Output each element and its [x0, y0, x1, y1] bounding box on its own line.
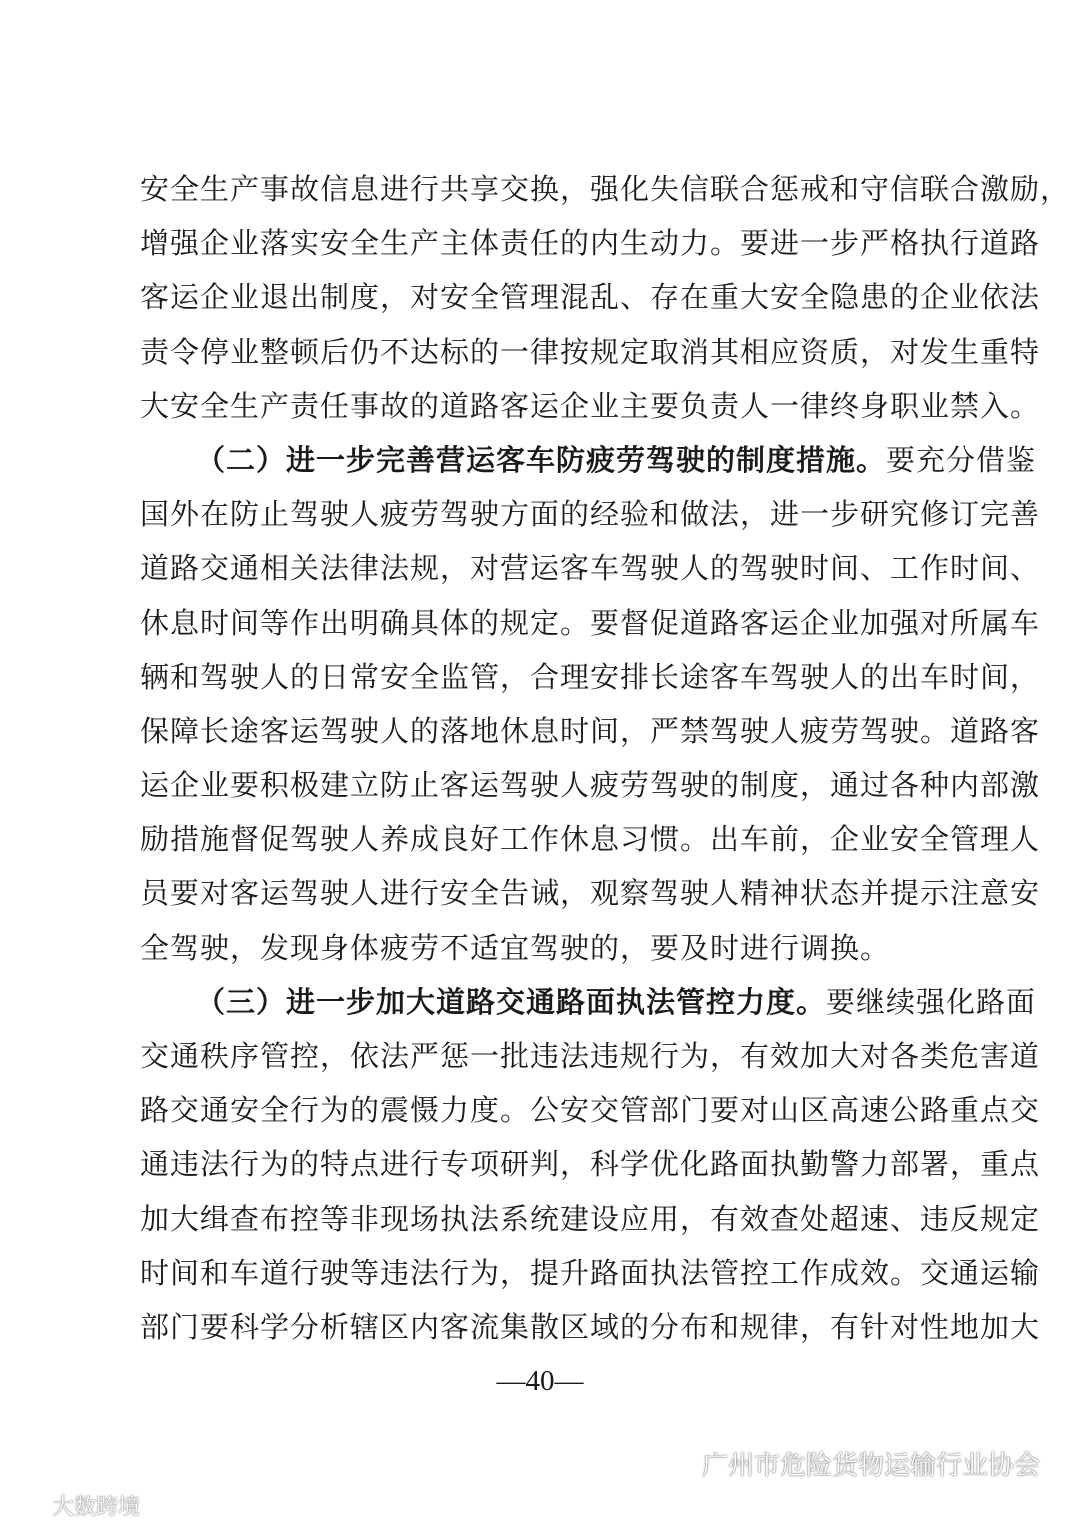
text-line: 辆和驾驶人的日常安全监管，合理安排长途客车驾驶人的出车时间， [140, 659, 1041, 694]
text-line: 安全生产事故信息进行共享交换，强化失信联合惩戒和守信联合激励， [140, 172, 1071, 206]
text-line: 加大缉查布控等非现场执法系统建设应用，有效查处超速、违反规定 [140, 1201, 1041, 1236]
text-line: 部门要科学分析辖区内客流集散区域的分布和规律，有针对性地加大 [140, 1309, 1041, 1344]
watermark-logo-icon [8, 1489, 48, 1521]
watermark [8, 1488, 140, 1522]
text-line: 交通秩序管控，依法严惩一批违法违规行为，有效加大对各类危害道 [140, 1039, 1041, 1073]
text-line: 时间和车道行驶等违法行为，提升路面执法管控工作成效。交通运输 [140, 1255, 1041, 1290]
text-line: 国外在防止驾驶人疲劳驾驶方面的经验和做法，进一步研究修订完善 [140, 497, 1041, 532]
text-line: 通违法行为的特点进行专项研判，科学优化路面执勤警力部署，重点 [140, 1147, 1041, 1182]
page-number: —40— [496, 1365, 584, 1397]
watermark-text: 大数跨境 [52, 1494, 141, 1520]
section-heading-line: （三）进一步加大道路交通路面执法管控力度。要继续强化路面 [196, 984, 1037, 1019]
section-heading-line: （二）进一步完善营运客车防疲劳驾驶的制度措施。要充分借鉴 [196, 442, 1037, 477]
text-line: 道路交通相关法律法规，对营运客车驾驶人的驾驶时间、工作时间、 [140, 551, 1041, 586]
text-line: 客运企业退出制度，对安全管理混乱、存在重大安全隐患的企业依法 [140, 280, 1041, 315]
text-line: 员要对客运驾驶人进行安全告诫，观察驾驶人精神状态并提示注意安 [140, 876, 1041, 911]
text-line: 全驾驶，发现身体疲劳不适宜驾驶的，要及时进行调换。 [140, 930, 891, 965]
wechat-icon [658, 1448, 692, 1478]
body-text [140, 162, 1071, 1354]
text-line: 休息时间等作出明确具体的规定。要督促道路客运企业加强对所属车 [140, 605, 1041, 640]
text-line: 路交通安全行为的震慑力度。公安交管部门要对山区高速公路重点交 [140, 1093, 1041, 1128]
text-line: 责令停业整顿后仍不达标的一律按规定取消其相应资质，对发生重特 [140, 334, 1041, 369]
wechat-account-badge [658, 1443, 1040, 1483]
text-line: 大安全生产责任事故的道路客运企业主要负责人一律终身职业禁入。 [140, 388, 1041, 423]
text-line: 励措施督促驾驶人养成良好工作休息习惯。出车前，企业安全管理人 [140, 822, 1041, 857]
section-heading: （三）进一步加大道路交通路面执法管控力度。 [196, 984, 827, 1019]
text-line: 增强企业落实安全生产主体责任的内生动力。要进一步严格执行道路 [140, 226, 1041, 261]
section-heading: （二）进一步完善营运客车防疲劳驾驶的制度措施。 [196, 442, 887, 477]
text-line: 运企业要积极建立防止客运驾驶人疲劳驾驶的制度，通过各种内部激 [140, 768, 1041, 803]
text-line: 保障长途客运驾驶人的落地休息时间，严禁驾驶人疲劳驾驶。道路客 [140, 713, 1041, 748]
wechat-account-name: 广州市危险货物运输行业协会 [701, 1450, 1040, 1481]
